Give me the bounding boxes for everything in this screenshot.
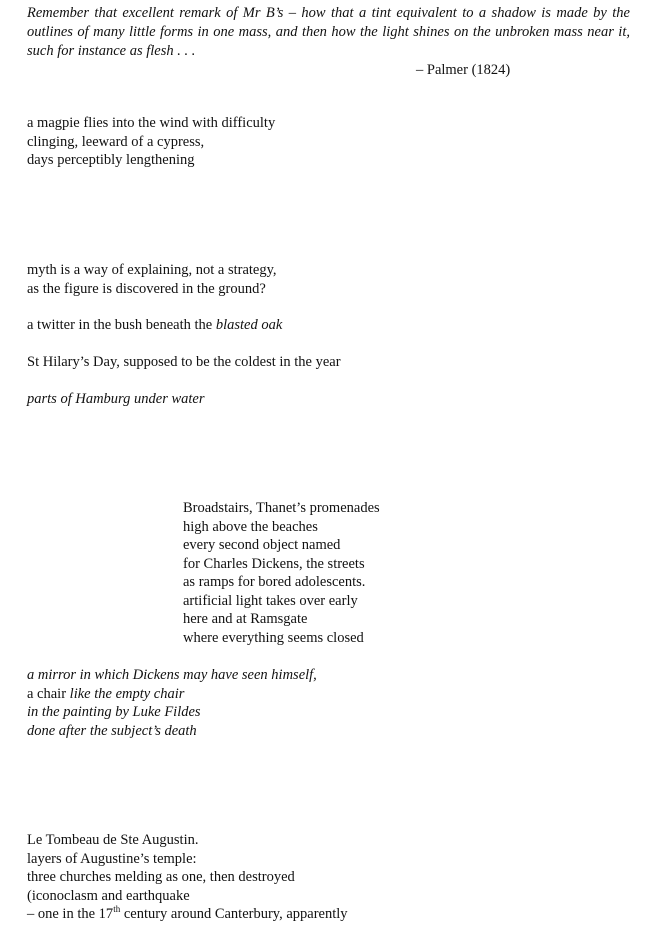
poem-line: where everything seems closed bbox=[183, 629, 364, 646]
poem-line bbox=[27, 685, 317, 704]
twitter-italic-text: blasted oak bbox=[215, 317, 283, 333]
century-post-text: century around Canterbury, apparently bbox=[120, 906, 348, 922]
epigraph-quote: Remember that excellent remark of Mr B’s – how that a tint equivalent to a shadow is made by the outlines of many little forms in one mass, and then how the light shines on the unbroken mass near it, such for instance as flesh . . . bbox=[27, 5, 630, 59]
stanza-tombeau bbox=[27, 831, 348, 924]
poem-line: days perceptibly lengthening bbox=[27, 152, 195, 168]
poem-line: a magpie flies into the wind with difficulty bbox=[27, 115, 276, 131]
poem-line: (iconoclasm and earthquake bbox=[27, 887, 190, 904]
poem-line bbox=[27, 316, 282, 335]
epigraph-attribution: – Palmer (1824) bbox=[416, 62, 511, 78]
stanza-hilary bbox=[27, 353, 341, 372]
poem-line: as the figure is discovered in the ground? bbox=[27, 280, 266, 297]
poem-line: a mirror in which Dickens may have seen himself, bbox=[27, 667, 317, 683]
poem-line: here and at Ramsgate bbox=[183, 611, 308, 627]
poem-line: layers of Augustine’s temple: bbox=[27, 850, 197, 867]
poem-line: three churches melding as one, then destroyed bbox=[27, 869, 295, 885]
century-pre-text: – one in the 17 bbox=[27, 906, 114, 922]
ordinal-superscript: th bbox=[113, 904, 121, 915]
stanza-hamburg bbox=[27, 390, 205, 409]
stanza-myth bbox=[27, 261, 277, 298]
poem-line: in the painting by Luke Fildes bbox=[27, 704, 201, 720]
stanza-broadstairs bbox=[183, 499, 380, 647]
stanza-magpie bbox=[27, 114, 275, 170]
poem-line: high above the beaches bbox=[183, 518, 318, 535]
poem-line: for Charles Dickens, the streets bbox=[183, 555, 365, 572]
poem-line: Le Tombeau de Ste Augustin. bbox=[27, 832, 199, 848]
chair-plain-text: a chair bbox=[27, 685, 70, 702]
poem-line: every second object named bbox=[183, 537, 341, 553]
poem-line: St Hilary’s Day, supposed to be the coldest in the year bbox=[27, 354, 341, 370]
poem-line: myth is a way of explaining, not a strategy, bbox=[27, 262, 277, 278]
stanza-mirror bbox=[27, 666, 317, 740]
twitter-plain-text: a twitter in the bush beneath the bbox=[27, 317, 216, 333]
poem-line: artificial light takes over early bbox=[183, 592, 358, 609]
stanza-twitter bbox=[27, 316, 282, 335]
poem-line: Broadstairs, Thanet’s promenades bbox=[183, 500, 380, 516]
poem-line: parts of Hamburg under water bbox=[27, 391, 205, 407]
poem-line bbox=[27, 905, 348, 924]
poem-line: clinging, leeward of a cypress, bbox=[27, 133, 205, 150]
chair-italic-text: like the empty chair bbox=[69, 685, 185, 702]
poem-line: done after the subject’s death bbox=[27, 722, 197, 739]
poem-line: as ramps for bored adolescents. bbox=[183, 574, 366, 590]
